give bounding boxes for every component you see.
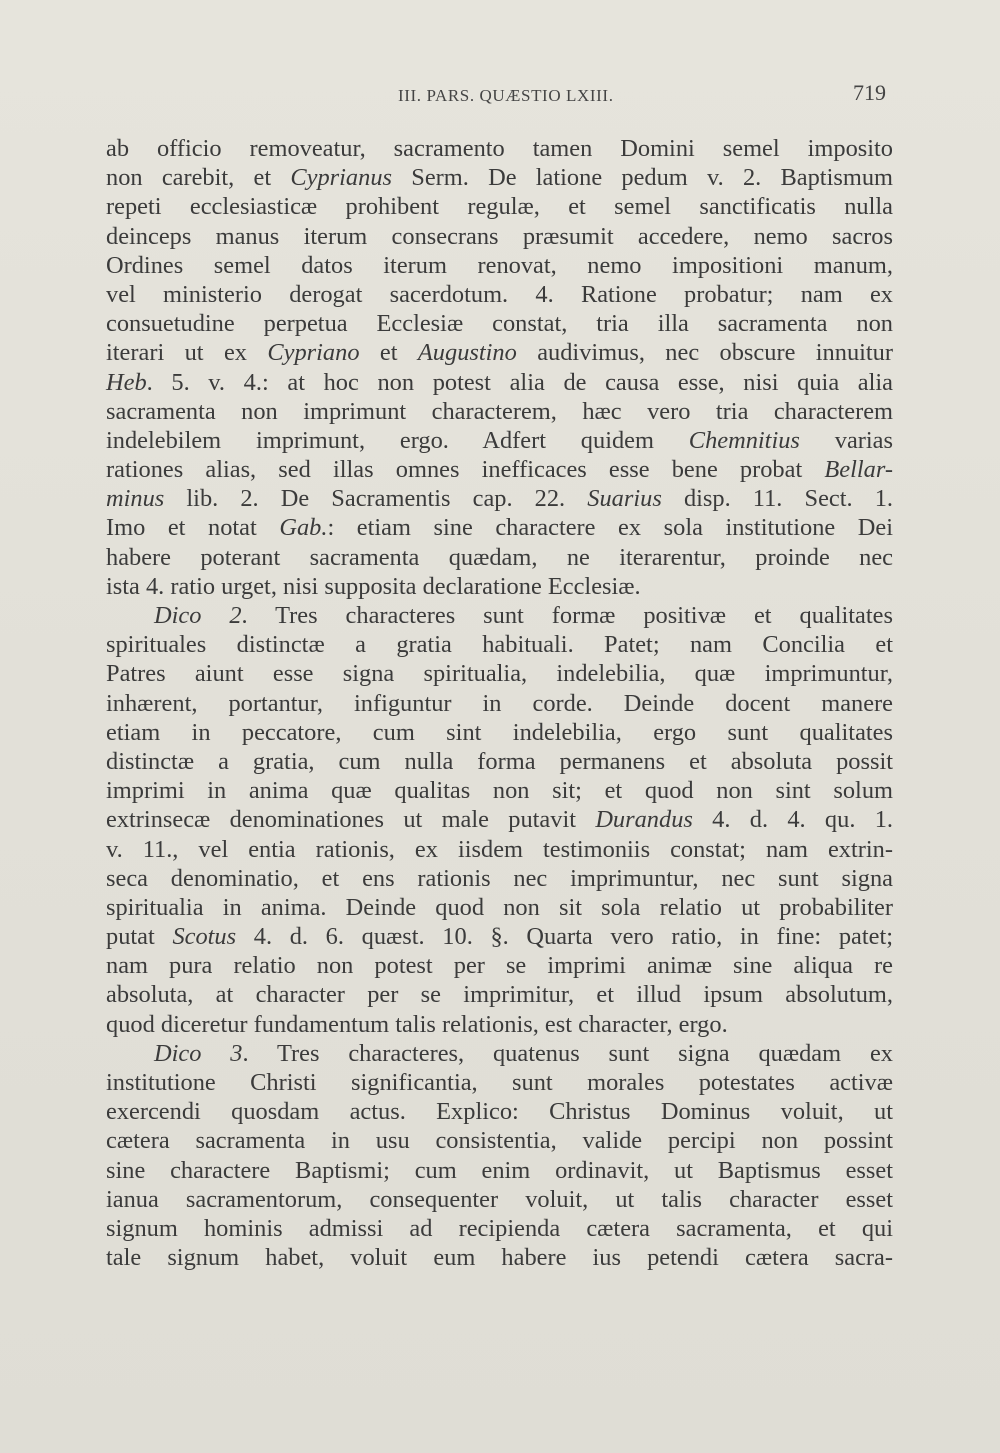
text-segment: putat — [106, 923, 173, 951]
text-segment: varias — [799, 426, 893, 454]
italic-segment: Durandus — [595, 806, 693, 834]
text-segment: inhærent, portantur, infiguntur in corde. Deinde docent manere — [106, 689, 893, 717]
text-segment: seca denominatio, et ens rationis nec imprimuntur, nec sunt signa — [106, 864, 893, 892]
text-segment: iterari ut ex — [106, 339, 268, 367]
italic-segment: Gab. — [279, 514, 328, 542]
text-line — [106, 805, 893, 834]
text-segment: extrinsecæ denominationes ut male putavit — [106, 806, 596, 834]
text-segment: absoluta, at character per se imprimitur, et illud ipsum absolutum, — [106, 981, 893, 1009]
text-line — [106, 747, 893, 776]
italic-segment: minus — [106, 485, 165, 513]
text-segment: rationes alias, sed illas omnes inefficaces esse bene probat — [106, 456, 825, 484]
text-segment: lib. 2. De Sacramentis cap. 22. — [164, 485, 588, 513]
text-line — [106, 222, 893, 251]
text-segment: ab officio removeatur, sacramento tamen Domini semel imposito — [106, 135, 893, 162]
text-segment: Ordines semel datos iterum renovat, nemo impositioni manum, — [106, 251, 893, 279]
text-line — [106, 192, 893, 221]
text-line — [106, 513, 893, 542]
italic-segment: Dico 2 — [154, 602, 242, 629]
italic-segment: Dico 3 — [154, 1039, 243, 1067]
text-line — [106, 951, 893, 980]
text-line — [106, 484, 893, 513]
text-line — [106, 338, 893, 367]
text-line — [106, 776, 893, 805]
text-segment: etiam in peccatore, cum sint indelebilia, ergo sunt qualitates — [106, 718, 893, 746]
italic-segment: Heb — [106, 368, 147, 396]
text-segment: Imo et notat — [106, 514, 280, 542]
text-line — [106, 922, 893, 951]
text-line — [106, 397, 893, 426]
text-line — [106, 1126, 893, 1155]
body-text — [106, 134, 893, 1272]
italic-segment: Bellar- — [824, 456, 893, 484]
text-segment: spirituales distinctæ a gratia habituali. Patet; nam Concilia et — [106, 631, 893, 659]
text-segment: Patres aiunt esse signa spiritualia, indelebilia, quæ imprimuntur, — [106, 660, 893, 688]
text-segment: Serm. De latione pedum v. 2. Baptismum — [392, 164, 893, 192]
text-line — [106, 864, 893, 893]
text-segment: cætera sacramenta in usu consistentia, valide percipi non possint — [106, 1127, 893, 1155]
text-segment: : etiam sine charactere ex sola institutione Dei — [327, 514, 893, 542]
text-line — [106, 1097, 893, 1126]
text-line — [106, 572, 893, 601]
text-segment: 4. d. 4. qu. 1. — [692, 806, 893, 834]
text-segment: 4. d. 6. quæst. 10. §. Quarta vero ratio, in fine: patet; — [236, 923, 893, 951]
text-line — [106, 835, 893, 864]
text-segment: ianua sacramentorum, consequenter voluit, ut talis character esset — [106, 1185, 893, 1213]
text-line — [106, 368, 893, 397]
text-line — [106, 689, 893, 718]
text-segment: consuetudine perpetua Ecclesiæ constat, tria illa sacramenta non — [106, 310, 893, 338]
text-segment: distinctæ a gratia, cum nulla forma permanens et absoluta possit — [106, 747, 893, 775]
italic-segment: Augustino — [417, 339, 517, 367]
text-segment: . Tres characteres sunt formæ positivæ et qualitates — [241, 602, 893, 629]
text-line — [106, 426, 893, 455]
text-line — [106, 134, 893, 163]
text-line — [106, 893, 893, 922]
text-line — [106, 280, 893, 309]
text-line — [106, 309, 893, 338]
text-segment: . Tres characteres, quatenus sunt signa quædam ex — [242, 1039, 893, 1067]
italic-segment: Suarius — [587, 485, 662, 513]
text-segment: . 5. v. 4.: at hoc non potest alia de causa esse, nisi quia alia — [146, 368, 893, 396]
page-number: 719 — [853, 80, 886, 105]
text-segment: disp. 11. Sect. 1. — [661, 485, 893, 513]
text-line — [106, 1185, 893, 1214]
text-segment: spiritualia in anima. Deinde quod non sit sola relatio ut probabiliter — [106, 893, 893, 921]
text-segment: indelebilem imprimunt, ergo. Adfert quidem — [106, 426, 689, 454]
text-line — [106, 1039, 893, 1068]
text-line — [106, 718, 893, 747]
text-line — [106, 543, 893, 572]
text-segment: v. 11., vel entia rationis, ex iisdem testimoniis constat; nam extrin- — [106, 835, 893, 863]
text-segment: non carebit, et — [106, 164, 291, 192]
text-segment: exercendi quosdam actus. Explico: Christus Dominus voluit, ut — [106, 1098, 893, 1126]
italic-segment: Cypriano — [267, 339, 360, 367]
text-segment: et — [359, 339, 418, 367]
text-line — [106, 601, 893, 630]
text-line — [106, 980, 893, 1009]
text-segment: sine charactere Baptismi; cum enim ordinavit, ut Baptismus esset — [106, 1156, 893, 1184]
text-segment: imprimi in anima quæ qualitas non sit; et quod non sint solum — [106, 777, 893, 805]
text-segment: repeti ecclesiasticæ prohibent regulæ, et semel sanctificatis nulla — [106, 193, 893, 221]
text-segment: deinceps manus iterum consecrans præsumit accedere, nemo sacros — [106, 222, 893, 250]
text-segment: institutione Christi significantia, sunt morales potestates activæ — [106, 1069, 893, 1096]
text-line — [106, 659, 893, 688]
text-segment: sacramenta non imprimunt characterem, hæc vero tria characterem — [106, 397, 893, 425]
text-segment: nam pura relatio non potest per se imprimi animæ sine aliqua re — [106, 952, 893, 980]
text-segment: quod diceretur fundamentum talis relationis, est character, ergo. — [106, 1010, 728, 1038]
text-line — [106, 1010, 893, 1039]
running-head — [0, 78, 1000, 108]
text-line — [106, 1243, 893, 1272]
text-line — [106, 251, 893, 280]
text-line — [106, 630, 893, 659]
text-segment: habere poterant sacramenta quædam, ne iterarentur, proinde nec — [106, 543, 893, 571]
text-line — [106, 1068, 893, 1097]
text-line — [106, 1214, 893, 1243]
text-line — [106, 455, 893, 484]
text-line — [106, 1156, 893, 1185]
text-segment: ista 4. ratio urget, nisi supposita declaratione Ecclesiæ. — [106, 572, 641, 600]
running-title: III. PARS. QUÆSTIO LXIII. — [398, 86, 614, 105]
text-segment: audivimus, nec obscure innuitur — [516, 339, 894, 367]
text-segment: tale signum habet, voluit eum habere ius petendi cætera sacra- — [106, 1244, 893, 1272]
text-segment: vel ministerio derogat sacerdotum. 4. Ratione probatur; nam ex — [106, 280, 893, 308]
italic-segment: Cyprianus — [290, 164, 393, 192]
text-segment: signum hominis admissi ad recipienda cætera sacramenta, et qui — [106, 1214, 893, 1242]
italic-segment: Chemnitius — [688, 426, 800, 454]
italic-segment: Scotus — [172, 923, 237, 951]
text-line — [106, 163, 893, 192]
